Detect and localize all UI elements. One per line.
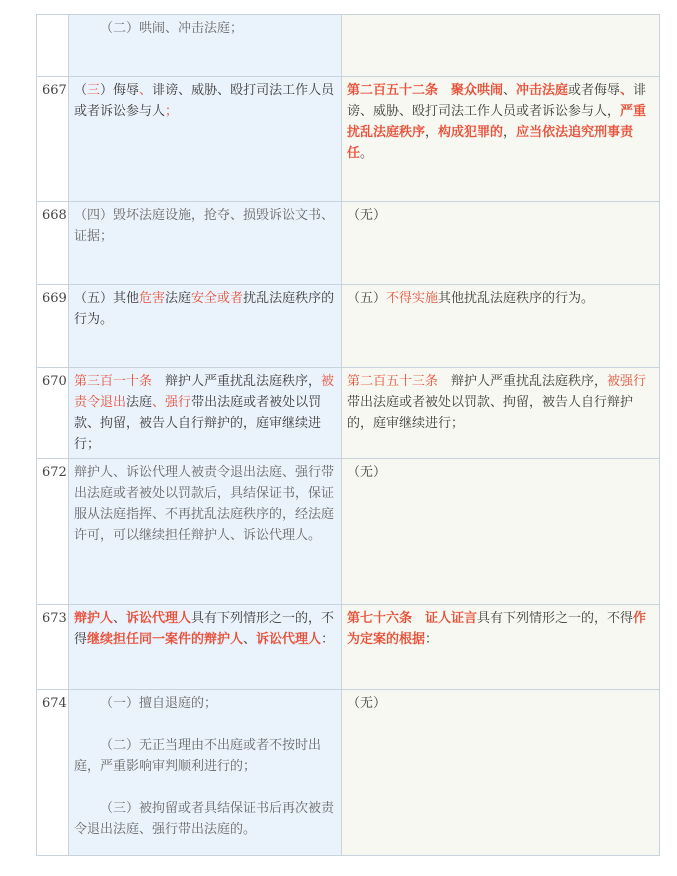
highlight-span: 三 bbox=[87, 83, 101, 98]
highlight-span: 继续担任同一案件的辩护人 bbox=[87, 632, 244, 647]
right-cell bbox=[342, 77, 660, 202]
right-cell bbox=[342, 15, 660, 77]
highlight-span: 危害 bbox=[139, 291, 166, 306]
highlight-span: 应当依法追究刑事责任 bbox=[347, 125, 634, 161]
highlight-span: 、 bbox=[152, 395, 166, 410]
right-cell: （无） bbox=[342, 459, 660, 605]
text-span: 法庭 bbox=[126, 395, 153, 410]
table-row bbox=[37, 285, 660, 368]
highlight-span: 诉讼代理人 bbox=[256, 632, 322, 647]
left-cell: 辩护人、诉讼代理人被责令退出法庭、强行带出法庭或者被处以罚款后，具结保证书，保证服从法庭指挥、不再扰乱法庭秩序的，经法庭许可，可以继续担任辩护人、诉讼代理人。 bbox=[69, 459, 342, 605]
list-item: （三）被拘留或者具结保证书后再次被责令退出法庭、强行带出法庭的。 bbox=[74, 801, 335, 837]
highlight-span: ； bbox=[165, 104, 179, 119]
highlight-span: 强行 bbox=[165, 395, 192, 410]
text-span: （五） bbox=[347, 291, 387, 306]
text-span: 诽谤、威胁、殴打司法工作人员或者诉讼参与人 bbox=[74, 83, 335, 119]
highlight-span: 第七十六条 证人证言 bbox=[347, 611, 478, 626]
row-number: 670 bbox=[37, 368, 69, 459]
text-span: 或者侮辱 bbox=[568, 83, 621, 98]
highlight-span: 第二百五十三条 bbox=[347, 374, 439, 389]
comparison-table bbox=[36, 14, 660, 856]
highlight-span: 辩护人 bbox=[74, 611, 114, 626]
left-cell bbox=[69, 15, 342, 77]
right-cell: （无） bbox=[342, 202, 660, 285]
text-span: 、 bbox=[243, 632, 257, 647]
text-span: 诽谤、威胁、殴打司法工作人员或者诉讼参与人， bbox=[347, 83, 647, 119]
right-cell bbox=[342, 285, 660, 368]
table-row bbox=[37, 15, 660, 77]
text-span: 。 bbox=[360, 146, 374, 161]
highlight-span: 冲击法庭 bbox=[516, 83, 569, 98]
highlight-span: 第三百一十条 bbox=[74, 374, 153, 389]
table-row bbox=[37, 368, 660, 459]
left-cell bbox=[69, 77, 342, 202]
text-span: 辩护人严重扰乱法庭秩序， bbox=[438, 374, 608, 389]
right-cell bbox=[342, 605, 660, 690]
text-span: ： bbox=[425, 632, 439, 647]
text-span: 具有下列情形之一的，不得 bbox=[74, 611, 335, 647]
row-number: 673 bbox=[37, 605, 69, 690]
text-span: 带出法庭或者被处以罚款、拘留，被告人自行辩护的，庭审继续进行； bbox=[347, 395, 634, 431]
text-span: ， bbox=[425, 125, 439, 140]
text-span: 辩护人严重扰乱法庭秩序， bbox=[152, 374, 322, 389]
row-number: 669 bbox=[37, 285, 69, 368]
highlight-span: 、 bbox=[620, 83, 634, 98]
left-cell bbox=[69, 285, 342, 368]
highlight-span: 第二百五十二条 聚众哄闹 bbox=[347, 83, 504, 98]
text-span: ： bbox=[321, 632, 335, 647]
text-span: 扰乱法庭秩序的行为。 bbox=[74, 291, 335, 327]
highlight-span: 安全或者 bbox=[191, 291, 244, 306]
text-span: 带出法庭或者被处以罚款、拘留，被告人自行辩护的，庭审继续进行； bbox=[74, 395, 322, 452]
table-row bbox=[37, 77, 660, 202]
text-span: 、 bbox=[503, 83, 517, 98]
highlight-span: 被责令退出 bbox=[74, 374, 335, 410]
row-number: 674 bbox=[37, 690, 69, 856]
left-cell bbox=[69, 690, 342, 856]
highlight-span: 作为定案的根据 bbox=[347, 611, 647, 647]
text-span: 、 bbox=[113, 611, 127, 626]
table-row bbox=[37, 459, 660, 605]
highlight-span: 、 bbox=[139, 83, 153, 98]
text-span: 其他扰乱法庭秩序的行为。 bbox=[438, 291, 595, 306]
highlight-span: 不得实施 bbox=[386, 291, 439, 306]
text-span: （五）其他 bbox=[74, 291, 140, 306]
left-cell: （四）毁坏法庭设施，抢夺、损毁诉讼文书、证据； bbox=[69, 202, 342, 285]
text-span: ）侮辱 bbox=[100, 83, 140, 98]
table-row bbox=[37, 202, 660, 285]
text-span: ， bbox=[503, 125, 517, 140]
row-number: 667 bbox=[37, 77, 69, 202]
highlight-span: 严重扰乱法庭秩序 bbox=[347, 104, 647, 140]
text-span: 法庭 bbox=[165, 291, 192, 306]
highlight-span: 诉讼代理人 bbox=[126, 611, 192, 626]
text-span: 具有下列情形之一的，不得 bbox=[477, 611, 634, 626]
list-item: （一）擅自退庭的； bbox=[100, 696, 218, 711]
row-number bbox=[37, 15, 69, 77]
left-text: （二）哄闹、冲击法庭； bbox=[100, 21, 244, 36]
left-cell bbox=[69, 605, 342, 690]
highlight-span: 被强行 bbox=[607, 374, 647, 389]
text-span: （ bbox=[74, 83, 88, 98]
list-item: （二）无正当理由不出庭或者不按时出庭，严重影响审判顺利进行的； bbox=[74, 738, 322, 774]
left-cell bbox=[69, 368, 342, 459]
table-row bbox=[37, 690, 660, 856]
table-row bbox=[37, 605, 660, 690]
row-number: 668 bbox=[37, 202, 69, 285]
highlight-span: 构成犯罪的 bbox=[438, 125, 504, 140]
row-number: 672 bbox=[37, 459, 69, 605]
right-cell bbox=[342, 368, 660, 459]
right-cell: （无） bbox=[342, 690, 660, 856]
